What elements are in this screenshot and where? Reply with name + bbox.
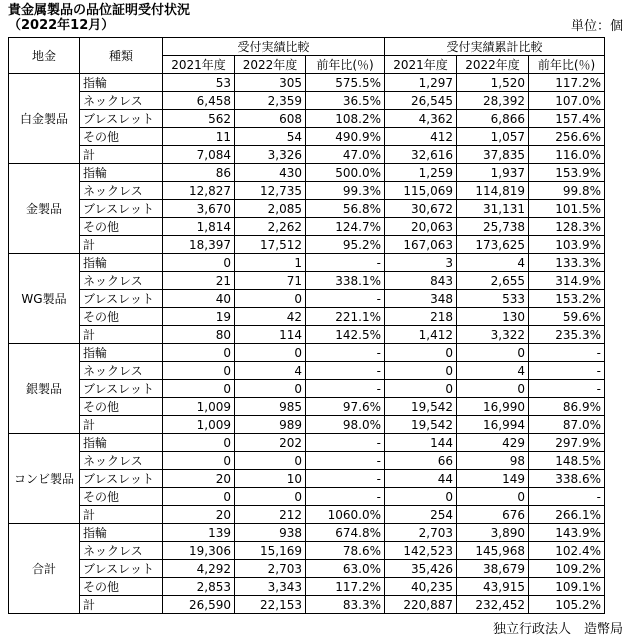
monthly-2022-cell: 202 — [235, 434, 306, 452]
monthly-2022-cell: 22,153 — [235, 596, 306, 614]
cumulative-2022-cell: 232,452 — [457, 596, 529, 614]
header-cumulative-ratio: 前年比(％) — [529, 56, 605, 74]
cumulative-ratio-cell: 153.9% — [529, 164, 605, 182]
table-row — [9, 488, 605, 506]
cumulative-ratio-cell: 153.2% — [529, 290, 605, 308]
cumulative-2021-cell: 40,235 — [385, 578, 457, 596]
cumulative-2022-cell: 25,738 — [457, 218, 529, 236]
monthly-2022-cell: 3,326 — [235, 146, 306, 164]
monthly-2021-cell: 3,670 — [163, 200, 235, 218]
cumulative-2021-cell: 144 — [385, 434, 457, 452]
cumulative-2021-cell: 0 — [385, 362, 457, 380]
group-label: WG製品 — [9, 254, 80, 344]
item-label: その他 — [80, 308, 163, 326]
table-row — [9, 416, 605, 434]
monthly-2022-cell: 2,085 — [235, 200, 306, 218]
cumulative-2022-cell: 0 — [457, 488, 529, 506]
monthly-2021-cell: 0 — [163, 344, 235, 362]
cumulative-2022-cell: 4 — [457, 254, 529, 272]
monthly-ratio-cell: 500.0% — [306, 164, 385, 182]
monthly-2021-cell: 53 — [163, 74, 235, 92]
cumulative-2022-cell: 3,322 — [457, 326, 529, 344]
item-label: ブレスレット — [80, 110, 163, 128]
cumulative-2021-cell: 348 — [385, 290, 457, 308]
monthly-ratio-cell: 338.1% — [306, 272, 385, 290]
monthly-ratio-cell: - — [306, 362, 385, 380]
monthly-2021-cell: 26,590 — [163, 596, 235, 614]
table-row — [9, 578, 605, 596]
item-label: その他 — [80, 218, 163, 236]
monthly-2021-cell: 2,853 — [163, 578, 235, 596]
cumulative-2022-cell: 16,994 — [457, 416, 529, 434]
monthly-ratio-cell: 124.7% — [306, 218, 385, 236]
cumulative-2021-cell: 19,542 — [385, 416, 457, 434]
monthly-2022-cell: 2,262 — [235, 218, 306, 236]
table-row — [9, 560, 605, 578]
monthly-2021-cell: 6,458 — [163, 92, 235, 110]
cumulative-2021-cell: 19,542 — [385, 398, 457, 416]
monthly-2021-cell: 0 — [163, 434, 235, 452]
item-label: 指輪 — [80, 164, 163, 182]
cumulative-2022-cell: 3,890 — [457, 524, 529, 542]
item-label: 指輪 — [80, 344, 163, 362]
monthly-ratio-cell: - — [306, 434, 385, 452]
table-row — [9, 362, 605, 380]
group-label: 金製品 — [9, 164, 80, 254]
monthly-ratio-cell: 47.0% — [306, 146, 385, 164]
group-label: 白金製品 — [9, 74, 80, 164]
cumulative-ratio-cell: 157.4% — [529, 110, 605, 128]
monthly-ratio-cell: 575.5% — [306, 74, 385, 92]
cumulative-ratio-cell: - — [529, 380, 605, 398]
cumulative-2021-cell: 220,887 — [385, 596, 457, 614]
monthly-2021-cell: 21 — [163, 272, 235, 290]
monthly-2022-cell: 71 — [235, 272, 306, 290]
monthly-2022-cell: 17,512 — [235, 236, 306, 254]
item-label: 計 — [80, 236, 163, 254]
cumulative-2022-cell: 1,937 — [457, 164, 529, 182]
group-label: コンビ製品 — [9, 434, 80, 524]
item-label: ネックレス — [80, 92, 163, 110]
monthly-2022-cell: 2,703 — [235, 560, 306, 578]
monthly-ratio-cell: - — [306, 380, 385, 398]
item-label: 計 — [80, 326, 163, 344]
table-row — [9, 254, 605, 272]
monthly-2021-cell: 0 — [163, 254, 235, 272]
monthly-2022-cell: 212 — [235, 506, 306, 524]
header-monthly-2021: 2021年度 — [163, 56, 235, 74]
monthly-ratio-cell: 1060.0% — [306, 506, 385, 524]
monthly-2022-cell: 42 — [235, 308, 306, 326]
monthly-2021-cell: 86 — [163, 164, 235, 182]
item-label: ネックレス — [80, 182, 163, 200]
monthly-2022-cell: 0 — [235, 344, 306, 362]
table-row — [9, 182, 605, 200]
monthly-ratio-cell: 63.0% — [306, 560, 385, 578]
item-label: ブレスレット — [80, 380, 163, 398]
table-row — [9, 290, 605, 308]
monthly-2022-cell: 985 — [235, 398, 306, 416]
monthly-ratio-cell: 95.2% — [306, 236, 385, 254]
cumulative-ratio-cell: 109.1% — [529, 578, 605, 596]
table-row — [9, 506, 605, 524]
group-label: 銀製品 — [9, 344, 80, 434]
monthly-2021-cell: 20 — [163, 470, 235, 488]
item-label: その他 — [80, 398, 163, 416]
item-label: 指輪 — [80, 74, 163, 92]
cumulative-2021-cell: 66 — [385, 452, 457, 470]
cumulative-ratio-cell: 338.6% — [529, 470, 605, 488]
cumulative-ratio-cell: 86.9% — [529, 398, 605, 416]
item-label: 指輪 — [80, 434, 163, 452]
table-row — [9, 308, 605, 326]
header-monthly: 受付実績比較 — [163, 38, 385, 56]
monthly-ratio-cell: 142.5% — [306, 326, 385, 344]
monthly-ratio-cell: 83.3% — [306, 596, 385, 614]
monthly-2022-cell: 989 — [235, 416, 306, 434]
monthly-ratio-cell: 36.5% — [306, 92, 385, 110]
table-row — [9, 344, 605, 362]
monthly-2022-cell: 2,359 — [235, 92, 306, 110]
item-label: ブレスレット — [80, 200, 163, 218]
monthly-ratio-cell: 117.2% — [306, 578, 385, 596]
item-label: ブレスレット — [80, 560, 163, 578]
monthly-2021-cell: 1,009 — [163, 398, 235, 416]
page-title: 貴金属製品の品位証明受付状況 — [8, 3, 191, 18]
item-label: ネックレス — [80, 362, 163, 380]
item-label: ネックレス — [80, 542, 163, 560]
cumulative-2021-cell: 254 — [385, 506, 457, 524]
monthly-2022-cell: 0 — [235, 380, 306, 398]
header-monthly-ratio: 前年比(％) — [306, 56, 385, 74]
cumulative-2022-cell: 6,866 — [457, 110, 529, 128]
monthly-2021-cell: 1,009 — [163, 416, 235, 434]
monthly-ratio-cell: - — [306, 452, 385, 470]
cumulative-ratio-cell: 87.0% — [529, 416, 605, 434]
cumulative-2021-cell: 3 — [385, 254, 457, 272]
table-row — [9, 434, 605, 452]
monthly-ratio-cell: - — [306, 488, 385, 506]
cumulative-2021-cell: 0 — [385, 488, 457, 506]
monthly-ratio-cell: 98.0% — [306, 416, 385, 434]
cumulative-2022-cell: 173,625 — [457, 236, 529, 254]
monthly-2022-cell: 0 — [235, 452, 306, 470]
table-row — [9, 164, 605, 182]
cumulative-2021-cell: 0 — [385, 344, 457, 362]
monthly-ratio-cell: 490.9% — [306, 128, 385, 146]
monthly-2022-cell: 15,169 — [235, 542, 306, 560]
monthly-ratio-cell: 97.6% — [306, 398, 385, 416]
cumulative-2021-cell: 843 — [385, 272, 457, 290]
table-row — [9, 236, 605, 254]
table-row — [9, 146, 605, 164]
cumulative-2021-cell: 167,063 — [385, 236, 457, 254]
monthly-2021-cell: 20 — [163, 506, 235, 524]
cumulative-2022-cell: 43,915 — [457, 578, 529, 596]
monthly-2022-cell: 430 — [235, 164, 306, 182]
cumulative-2022-cell: 533 — [457, 290, 529, 308]
monthly-2022-cell: 3,343 — [235, 578, 306, 596]
cumulative-ratio-cell: 109.2% — [529, 560, 605, 578]
publisher-footer: 独立行政法人 造幣局 — [492, 622, 623, 637]
cumulative-2021-cell: 32,616 — [385, 146, 457, 164]
cumulative-2022-cell: 4 — [457, 362, 529, 380]
header-monthly-2022: 2022年度 — [235, 56, 306, 74]
cumulative-2021-cell: 30,672 — [385, 200, 457, 218]
monthly-2021-cell: 139 — [163, 524, 235, 542]
cumulative-2021-cell: 4,362 — [385, 110, 457, 128]
monthly-ratio-cell: - — [306, 290, 385, 308]
monthly-ratio-cell: 56.8% — [306, 200, 385, 218]
header-group: 地金 — [9, 38, 80, 74]
monthly-2022-cell: 1 — [235, 254, 306, 272]
monthly-ratio-cell: 78.6% — [306, 542, 385, 560]
monthly-ratio-cell: - — [306, 254, 385, 272]
table-row — [9, 110, 605, 128]
monthly-2021-cell: 0 — [163, 362, 235, 380]
table-row — [9, 596, 605, 614]
period-subtitle: （2022年12月） — [8, 18, 115, 33]
item-label: ブレスレット — [80, 470, 163, 488]
cumulative-2021-cell: 1,259 — [385, 164, 457, 182]
cumulative-ratio-cell: - — [529, 362, 605, 380]
item-label: ネックレス — [80, 452, 163, 470]
unit-label: 単位：個 — [570, 19, 623, 34]
table-row — [9, 542, 605, 560]
table-row — [9, 92, 605, 110]
cumulative-ratio-cell: 59.6% — [529, 308, 605, 326]
monthly-2021-cell: 4,292 — [163, 560, 235, 578]
cumulative-ratio-cell: 128.3% — [529, 218, 605, 236]
cumulative-2022-cell: 114,819 — [457, 182, 529, 200]
cumulative-ratio-cell: 148.5% — [529, 452, 605, 470]
cumulative-2022-cell: 2,655 — [457, 272, 529, 290]
cumulative-2022-cell: 38,679 — [457, 560, 529, 578]
table-row — [9, 398, 605, 416]
monthly-ratio-cell: 221.1% — [306, 308, 385, 326]
cumulative-2021-cell: 26,545 — [385, 92, 457, 110]
monthly-2021-cell: 12,827 — [163, 182, 235, 200]
cumulative-2021-cell: 20,063 — [385, 218, 457, 236]
item-label: その他 — [80, 488, 163, 506]
monthly-2021-cell: 19 — [163, 308, 235, 326]
cumulative-2022-cell: 1,057 — [457, 128, 529, 146]
cumulative-ratio-cell: - — [529, 344, 605, 362]
monthly-2021-cell: 80 — [163, 326, 235, 344]
cumulative-2021-cell: 1,297 — [385, 74, 457, 92]
cumulative-2021-cell: 35,426 — [385, 560, 457, 578]
cumulative-2022-cell: 98 — [457, 452, 529, 470]
cumulative-2022-cell: 149 — [457, 470, 529, 488]
table-row — [9, 128, 605, 146]
cumulative-2021-cell: 142,523 — [385, 542, 457, 560]
cumulative-2021-cell: 2,703 — [385, 524, 457, 542]
cumulative-2021-cell: 44 — [385, 470, 457, 488]
monthly-2022-cell: 305 — [235, 74, 306, 92]
monthly-2021-cell: 40 — [163, 290, 235, 308]
monthly-ratio-cell: 674.8% — [306, 524, 385, 542]
cumulative-ratio-cell: 99.8% — [529, 182, 605, 200]
table-row — [9, 218, 605, 236]
cumulative-ratio-cell: 116.0% — [529, 146, 605, 164]
cumulative-ratio-cell: 117.2% — [529, 74, 605, 92]
cumulative-ratio-cell: 102.4% — [529, 542, 605, 560]
cumulative-2022-cell: 28,392 — [457, 92, 529, 110]
monthly-2021-cell: 0 — [163, 380, 235, 398]
cumulative-ratio-cell: 101.5% — [529, 200, 605, 218]
monthly-2021-cell: 19,306 — [163, 542, 235, 560]
cumulative-2022-cell: 676 — [457, 506, 529, 524]
cumulative-2022-cell: 16,990 — [457, 398, 529, 416]
monthly-2021-cell: 0 — [163, 452, 235, 470]
cumulative-2022-cell: 31,131 — [457, 200, 529, 218]
cumulative-2021-cell: 0 — [385, 380, 457, 398]
item-label: 計 — [80, 416, 163, 434]
item-label: その他 — [80, 578, 163, 596]
monthly-2022-cell: 938 — [235, 524, 306, 542]
monthly-ratio-cell: - — [306, 344, 385, 362]
cumulative-ratio-cell: 314.9% — [529, 272, 605, 290]
monthly-2022-cell: 54 — [235, 128, 306, 146]
cumulative-2022-cell: 429 — [457, 434, 529, 452]
monthly-ratio-cell: 99.3% — [306, 182, 385, 200]
monthly-ratio-cell: - — [306, 470, 385, 488]
cumulative-2021-cell: 218 — [385, 308, 457, 326]
monthly-2021-cell: 562 — [163, 110, 235, 128]
item-label: 計 — [80, 506, 163, 524]
item-label: 指輪 — [80, 254, 163, 272]
monthly-2022-cell: 12,735 — [235, 182, 306, 200]
monthly-2021-cell: 18,397 — [163, 236, 235, 254]
monthly-2021-cell: 0 — [163, 488, 235, 506]
header-cumulative-2021: 2021年度 — [385, 56, 457, 74]
cumulative-2022-cell: 145,968 — [457, 542, 529, 560]
item-label: 計 — [80, 146, 163, 164]
monthly-2022-cell: 4 — [235, 362, 306, 380]
cumulative-2022-cell: 0 — [457, 344, 529, 362]
group-label: 合計 — [9, 524, 80, 614]
monthly-ratio-cell: 108.2% — [306, 110, 385, 128]
cumulative-2022-cell: 0 — [457, 380, 529, 398]
cumulative-2021-cell: 1,412 — [385, 326, 457, 344]
cumulative-2022-cell: 130 — [457, 308, 529, 326]
monthly-2022-cell: 0 — [235, 488, 306, 506]
header-cumulative: 受付実績累計比較 — [385, 38, 605, 56]
cumulative-ratio-cell: 297.9% — [529, 434, 605, 452]
cumulative-ratio-cell: 133.3% — [529, 254, 605, 272]
cumulative-ratio-cell: 256.6% — [529, 128, 605, 146]
cumulative-ratio-cell: 107.0% — [529, 92, 605, 110]
item-label: ブレスレット — [80, 290, 163, 308]
item-label: その他 — [80, 128, 163, 146]
cumulative-2021-cell: 115,069 — [385, 182, 457, 200]
monthly-2021-cell: 11 — [163, 128, 235, 146]
cumulative-ratio-cell: 105.2% — [529, 596, 605, 614]
cumulative-ratio-cell: 235.3% — [529, 326, 605, 344]
monthly-2021-cell: 7,084 — [163, 146, 235, 164]
table-row — [9, 524, 605, 542]
table-row — [9, 200, 605, 218]
monthly-2021-cell: 1,814 — [163, 218, 235, 236]
header-cumulative-2022: 2022年度 — [457, 56, 529, 74]
item-label: ネックレス — [80, 272, 163, 290]
monthly-2022-cell: 114 — [235, 326, 306, 344]
header-item: 種類 — [80, 38, 163, 74]
cumulative-ratio-cell: - — [529, 488, 605, 506]
cumulative-ratio-cell: 143.9% — [529, 524, 605, 542]
monthly-2022-cell: 608 — [235, 110, 306, 128]
table-row — [9, 380, 605, 398]
cumulative-2022-cell: 37,835 — [457, 146, 529, 164]
monthly-2022-cell: 0 — [235, 290, 306, 308]
item-label: 計 — [80, 596, 163, 614]
table-row — [9, 74, 605, 92]
cumulative-2022-cell: 1,520 — [457, 74, 529, 92]
cumulative-ratio-cell: 103.9% — [529, 236, 605, 254]
table-body — [9, 74, 605, 614]
table-row — [9, 452, 605, 470]
item-label: 指輪 — [80, 524, 163, 542]
monthly-2022-cell: 10 — [235, 470, 306, 488]
table-row — [9, 326, 605, 344]
certification-table — [8, 37, 605, 614]
table-row — [9, 272, 605, 290]
cumulative-2021-cell: 412 — [385, 128, 457, 146]
table-row — [9, 470, 605, 488]
cumulative-ratio-cell: 266.1% — [529, 506, 605, 524]
